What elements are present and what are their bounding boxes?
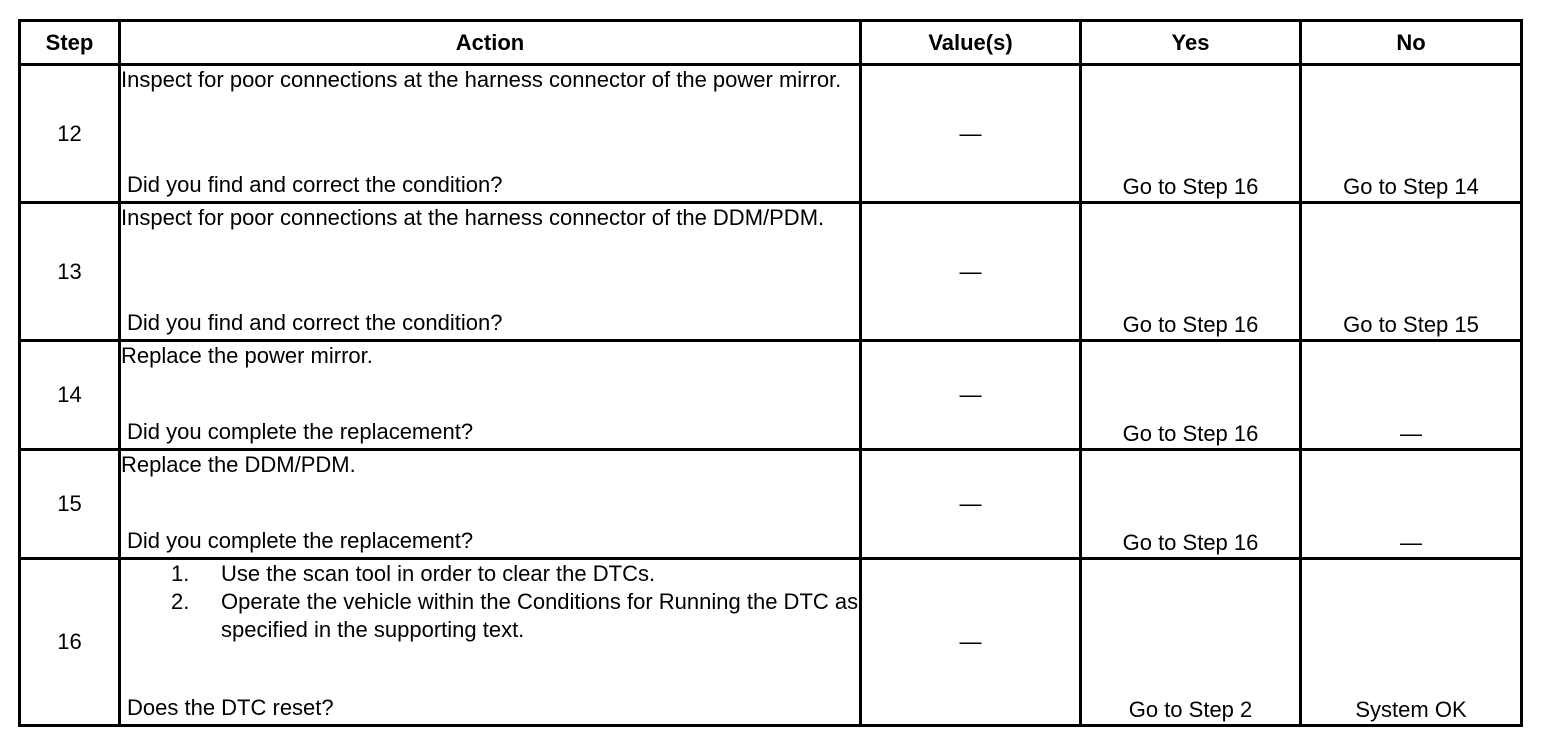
step-number: 14 — [20, 341, 120, 450]
list-item-text: Operate the vehicle within the Conditions for Running the DTC as specified in the supporting text. — [221, 589, 859, 642]
list-item-number: 1. — [171, 561, 190, 586]
value-cell: — — [861, 559, 1081, 726]
action-question: Did you find and correct the condition? — [127, 310, 503, 335]
diagnostic-table — [18, 19, 1523, 727]
yes-cell: Go to Step 16 — [1081, 65, 1301, 203]
list-item — [121, 560, 859, 588]
list-item — [121, 588, 859, 644]
header-value: Value(s) — [861, 21, 1081, 65]
header-no: No — [1301, 21, 1522, 65]
action-instruction: Inspect for poor connections at the harness connector of the power mirror. — [121, 67, 842, 92]
step-number: 16 — [20, 559, 120, 726]
value-cell: — — [861, 450, 1081, 559]
yes-cell: Go to Step 16 — [1081, 341, 1301, 450]
action-question: Did you find and correct the condition? — [127, 172, 503, 197]
action-step-list — [121, 560, 859, 644]
action-cell — [120, 203, 861, 341]
table-row — [20, 450, 1522, 559]
action-question: Did you complete the replacement? — [127, 419, 474, 444]
header-step: Step — [20, 21, 120, 65]
table-row — [20, 341, 1522, 450]
value-cell: — — [861, 341, 1081, 450]
list-item-number: 2. — [171, 589, 190, 614]
action-instruction: Replace the DDM/PDM. — [121, 452, 356, 477]
action-cell — [120, 341, 861, 450]
step-number: 12 — [20, 65, 120, 203]
no-cell: — — [1301, 341, 1522, 450]
action-cell — [120, 450, 861, 559]
step-number: 13 — [20, 203, 120, 341]
no-cell: Go to Step 15 — [1301, 203, 1522, 341]
yes-cell: Go to Step 16 — [1081, 450, 1301, 559]
step-number: 15 — [20, 450, 120, 559]
no-cell: — — [1301, 450, 1522, 559]
no-cell: Go to Step 14 — [1301, 65, 1522, 203]
action-question: Did you complete the replacement? — [127, 528, 474, 553]
action-cell — [120, 559, 861, 726]
action-question: Does the DTC reset? — [127, 695, 334, 720]
action-instruction: Replace the power mirror. — [121, 343, 373, 368]
action-cell — [120, 65, 861, 203]
value-cell: — — [861, 203, 1081, 341]
list-item-text: Use the scan tool in order to clear the DTCs. — [221, 561, 656, 586]
yes-cell: Go to Step 16 — [1081, 203, 1301, 341]
table-row — [20, 559, 1522, 726]
header-action: Action — [120, 21, 861, 65]
value-cell: — — [861, 65, 1081, 203]
yes-cell: Go to Step 2 — [1081, 559, 1301, 726]
table-row — [20, 65, 1522, 203]
header-row — [20, 21, 1522, 65]
action-instruction: Inspect for poor connections at the harness connector of the DDM/PDM. — [121, 205, 825, 230]
table-row — [20, 203, 1522, 341]
no-cell: System OK — [1301, 559, 1522, 726]
header-yes: Yes — [1081, 21, 1301, 65]
